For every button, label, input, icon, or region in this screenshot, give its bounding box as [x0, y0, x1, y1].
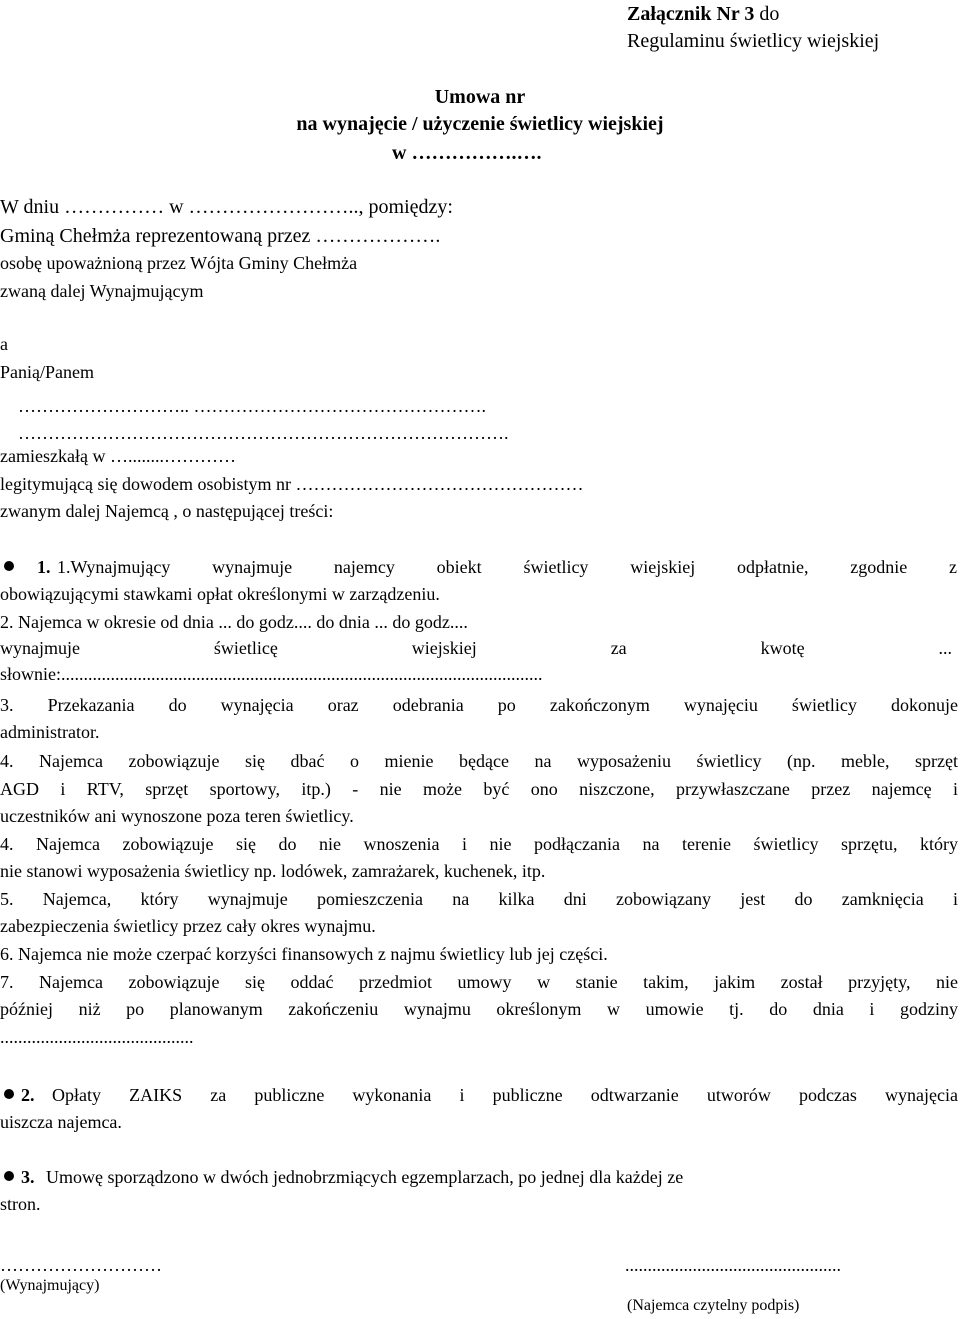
parties-tenant-line: zwanym dalej Najemcą , o następującej treści: [0, 501, 334, 521]
section-1-para-6-line-2: zabezpieczenia świetlicy przez cały okres wynajmu. [0, 916, 376, 936]
para-2-rental-dates: 2. Najemca w okresie od dnia ... do godz.... do dnia ... do godz.... [0, 612, 468, 632]
section-1-para-7: 6. Najemca nie może czerpać korzyści finansowych z najmu świetlicy lub jej części. [0, 944, 608, 964]
section-1-para-2-line-2: wynajmuje świetlicę wiejskiej za kwotę ... [0, 638, 952, 658]
section-3-line-1: Umowę sporządzono w dwóch jednobrzmiących egzemplarzach, po jednej dla każdej ze [46, 1167, 684, 1187]
section-1-para-4-line-1: 4. Najemca zobowiązuje się dbać o mienie będące na wyposażeniu świetlicy (np. meble, sprzęt [0, 751, 958, 771]
section-1-para-5-line-2: nie stanowi wyposażenia świetlicy np. lodówek, zamrażarek, kuchenek, itp. [0, 861, 546, 881]
section-2-line-1: Opłaty ZAIKS za publiczne wykonania i publiczne odtwarzanie utworów podczas wynajęcia [52, 1085, 958, 1105]
parties-date-line: W dniu …………… w …………………….., pomiędzy: [0, 196, 453, 218]
annex-suffix: do [754, 3, 780, 25]
section-2-line-2: uiszcza najemca. [0, 1112, 122, 1132]
parties-name-line: Panią/Panem [0, 362, 94, 382]
parties-id-line: legitymującą się dowodem osobistym nr ………………………………………… [0, 474, 584, 494]
section-1-para-8-line-2: później niż po planowanym zakończeniu wynajmu określonym w umowie tj. do dnia i godziny [0, 999, 958, 1019]
signature-tenant-line: ................................................ [625, 1255, 841, 1275]
section-1-para-2-line-1 [0, 609, 958, 635]
section-1-para-8-line-3: ........................................... [0, 1027, 194, 1047]
section-1-para-1-line-1: 1.Wynajmujący wynajmuje najemcy obiekt świetlicy wiejskiej odpłatnie, zgodnie z [57, 557, 957, 577]
parties-dots-line-1: ……………………….. …………………………………………. [18, 396, 486, 416]
section-3-line-2: stron. [0, 1194, 41, 1214]
section-1-para-8-line-1: 7. Najemca zobowiązuje się oddać przedmiot umowy w stanie takim, jakim został przyjęty, nie [0, 972, 958, 992]
section-1-para-2-line-3: słownie:........................................................................................................... [0, 664, 543, 684]
section-1-para-3-line-2: administrator. [0, 722, 100, 742]
section-3-number: 3. [21, 1167, 35, 1187]
section-1-para-1-line-2: obowiązującymi stawkami opłat określonymi w zarządzeniu. [0, 584, 440, 604]
parties-municipality-line: Gminą Chełmża reprezentowaną przez ………………. [0, 225, 441, 247]
bullet-icon [4, 1171, 14, 1181]
section-1-para-6-line-1: 5. Najemca, który wynajmuje pomieszczenia na kilka dni zobowiązany jest do zamknięcia i [0, 889, 958, 909]
bullet-icon [4, 561, 14, 571]
section-1-para-4-line-3: uczestników ani wynoszone poza teren świetlicy. [0, 806, 354, 826]
parties-dots-line-2: ………………………………………………………………………. [18, 423, 509, 443]
section-1-number: 1. [37, 557, 51, 577]
signature-tenant-label: (Najemca czytelny podpis) [627, 1297, 800, 1314]
section-1-para-4-line-2: AGD i RTV, sprzęt sportowy, itp.) - nie może być ono niszczone, przywłaszczane przez najemcę i [0, 779, 958, 799]
annex-heading [627, 1, 779, 28]
contract-subtitle: na wynajęcie / użyczenie świetlicy wiejskiej [296, 113, 664, 135]
section-1-para-3-line-1: 3. Przekazania do wynajęcia oraz odebrania po zakończonym wynajęciu świetlicy dokonuje [0, 695, 958, 715]
bullet-icon [4, 1089, 14, 1099]
annex-number: Załącznik Nr 3 [627, 3, 755, 25]
parties-authorized-line: osobę upoważnioną przez Wójta Gminy Chełmża [0, 253, 358, 273]
parties-and-line: a [0, 334, 8, 354]
contract-location: w …………….…. [392, 142, 542, 164]
signature-landlord-line: ……………………… [0, 1255, 162, 1275]
para-2-in-words: słownie:... [0, 664, 75, 684]
parties-address-line: zamieszkałą w …........………… [0, 446, 236, 466]
section-2-number: 2. [21, 1085, 35, 1105]
signature-landlord-label: (Wynajmujący) [0, 1277, 100, 1294]
section-1-para-5-line-1: 4. Najemca zobowiązuje się do nie wnoszenia i nie podłączania na terenie świetlicy sprzętu, który [0, 834, 958, 854]
parties-landlord-line: zwaną dalej Wynajmującym [0, 281, 204, 301]
contract-title: Umowa nr [434, 86, 526, 108]
annex-regulation: Regulaminu świetlicy wiejskiej [627, 30, 880, 52]
